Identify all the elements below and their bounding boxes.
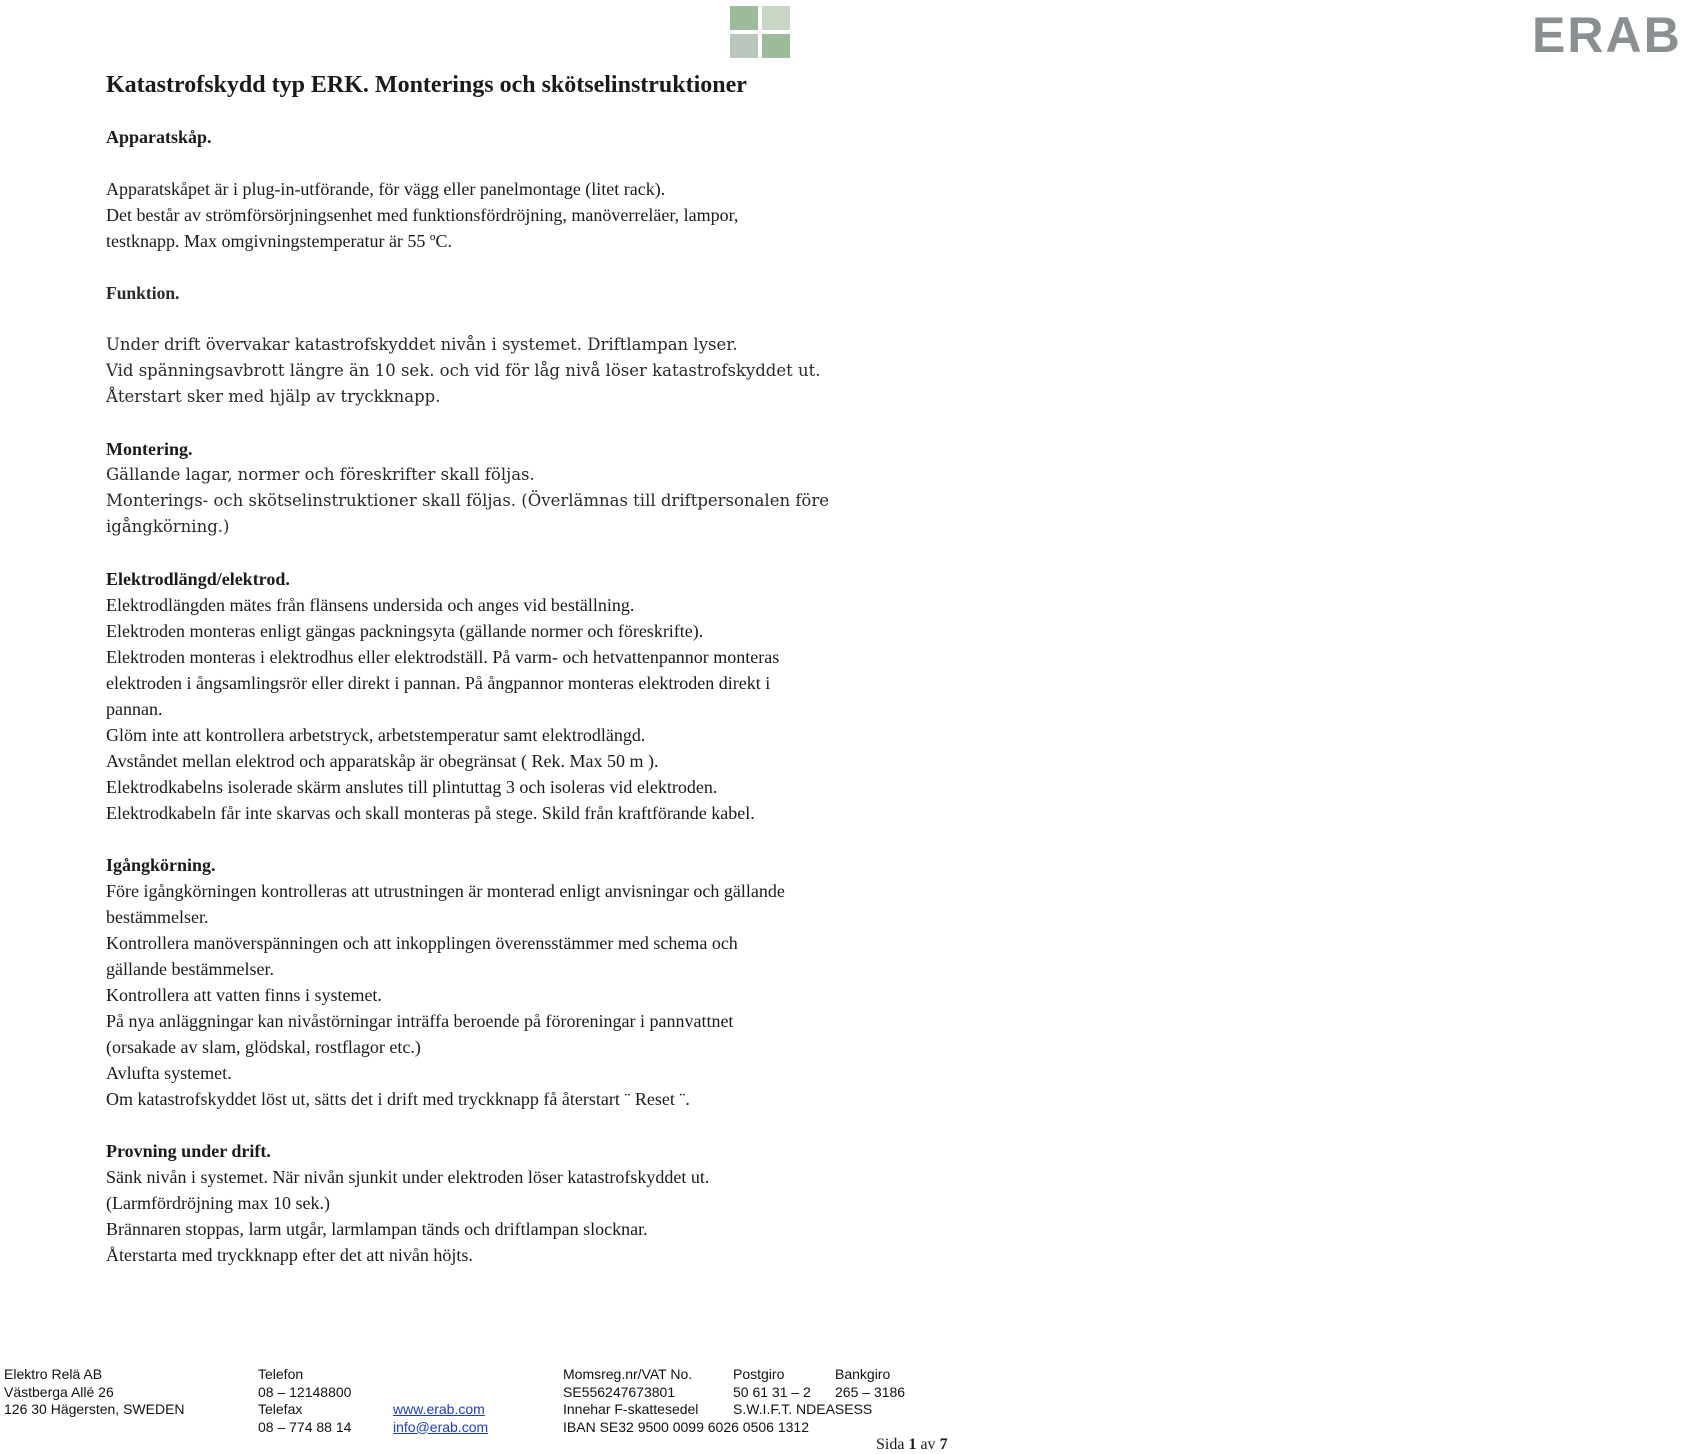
footer-company-line: 126 30 Hägersten, SWEDEN <box>4 1401 185 1417</box>
elektrod-line: Glöm inte att kontrollera arbetstryck, arbetstemperatur samt elektrodlängd. <box>106 725 646 745</box>
heading-funktion: Funktion. <box>106 283 180 303</box>
igangkorning-line: bestämmelser. <box>106 907 209 927</box>
erab-cross-logo-icon <box>726 2 796 64</box>
heading-provning: Provning under drift. <box>106 1141 271 1161</box>
footer-bankgiro <box>835 1366 905 1401</box>
footer-postgiro-line: 50 61 31 – 2 <box>733 1383 811 1400</box>
footer-phone-line: Telefon <box>258 1366 304 1382</box>
heading-elektrod: Elektrodlängd/elektrod. <box>106 569 290 589</box>
provning-line: Återstarta med tryckknapp efter det att nivån höjts. <box>106 1245 473 1265</box>
elektrod-line: Elektrodkabeln får inte skarvas och skall monteras på stege. Skild från kraftförande kabel. <box>106 803 755 823</box>
igangkorning-line: Avlufta systemet. <box>106 1063 232 1083</box>
footer-bankgiro-line: 265 – 3186 <box>835 1383 906 1400</box>
apparatskap-line: testknapp. Max omgivningstemperatur är 55 ºC. <box>106 231 453 251</box>
footer-vat-line: Momsreg.nr/VAT No. <box>563 1366 693 1382</box>
igangkorning-line: På nya anläggningar kan nivåstörningar inträffa beroende på föroreningar i pannvattnet <box>106 1011 734 1031</box>
provning-line: (Larmfördröjning max 10 sek.) <box>106 1193 330 1213</box>
funktion-line: Återstart sker med hjälp av tryckknapp. <box>106 387 441 406</box>
igangkorning-line: (orsakade av slam, glödskal, rostflagor etc.) <box>106 1037 421 1057</box>
footer-postgiro-line: Postgiro <box>733 1366 785 1382</box>
provning-line: Sänk nivån i systemet. När nivån sjunkit under elektroden löser katastrofskyddet ut. <box>106 1167 710 1187</box>
footer-phone-line: 08 – 12148800 <box>258 1383 352 1400</box>
elektrod-line: Elektrodkabelns isolerade skärm anslutes till plintuttag 3 och isoleras vid elektroden. <box>106 777 718 797</box>
apparatskap-line: Det består av strömförsörjningsenhet med funktionsfördröjning, manöverreläer, lampor, <box>106 205 739 225</box>
page-number-prefix: Sida <box>876 1436 905 1453</box>
website-link[interactable]: www.erab.com <box>393 1401 485 1417</box>
provning-line: Brännaren stoppas, larm utgår, larmlampan tänds och driftlampan slocknar. <box>106 1219 648 1239</box>
igangkorning-line: Kontrollera att vatten finns i systemet. <box>106 985 382 1005</box>
footer-phone-line: Telefax <box>258 1401 303 1417</box>
apparatskap-line: Apparatskåpet är i plug-in-utförande, för vägg eller panelmontage (litet rack). <box>106 179 666 199</box>
elektrod-line: pannan. <box>106 699 163 719</box>
erab-logo <box>726 2 1682 64</box>
igangkorning-line: Före igångkörningen kontrolleras att utrustningen är monterad enligt anvisningar och gällande <box>106 881 785 901</box>
heading-igangkorning: Igångkörning. <box>106 855 216 875</box>
email-link[interactable]: info@erab.com <box>393 1418 489 1435</box>
page-number <box>876 1436 948 1454</box>
document-body <box>106 124 946 1268</box>
elektrod-line: Elektroden monteras i elektrodhus eller elektrodställ. På varm- och hetvattenpannor monteras <box>106 647 780 667</box>
page-title: Katastrofskydd typ ERK. Monterings och skötselinstruktioner <box>106 72 747 98</box>
heading-montering: Montering. <box>106 439 193 459</box>
erab-logo-text: ERAB <box>1532 7 1682 63</box>
footer-web <box>393 1401 488 1436</box>
elektrod-line: elektroden i ångsamlingsrör eller direkt i pannan. På ångpannor monteras elektroden direkt i <box>106 673 771 693</box>
footer-phone <box>258 1366 351 1436</box>
page-number-sep: av <box>920 1436 936 1453</box>
footer-postgiro-line: S.W.I.F.T. NDEASESS <box>733 1401 873 1417</box>
igangkorning-line: gällande bestämmelser. <box>106 959 274 979</box>
montering-line: Monterings- och skötselinstruktioner skall följas. (Överlämnas till driftpersonalen före <box>106 491 830 510</box>
funktion-line: Vid spänningsavbrott längre än 10 sek. och vid för låg nivå löser katastrofskyddet ut. <box>106 361 821 380</box>
elektrod-line: Elektrodlängden mätes från flänsens undersida och anges vid beställning. <box>106 595 635 615</box>
footer-phone-line: 08 – 774 88 14 <box>258 1418 352 1435</box>
montering-line: Gällande lagar, normer och föreskrifter skall följas. <box>106 465 535 484</box>
page-number-total: 7 <box>939 1436 948 1453</box>
footer-company-line: Västberga Allé 26 <box>4 1383 114 1400</box>
footer-company <box>4 1366 185 1419</box>
montering-line: igångkörning.) <box>106 517 230 536</box>
footer-company-line: Elektro Relä AB <box>4 1366 103 1382</box>
heading-apparatskap: Apparatskåp. <box>106 127 212 147</box>
footer-vat-line: SE556247673801 <box>563 1383 676 1400</box>
elektrod-line: Elektroden monteras enligt gängas packningsyta (gällande normer och föreskrifte). <box>106 621 704 641</box>
footer-vat-line: Innehar F-skattesedel <box>563 1401 699 1417</box>
funktion-line: Under drift övervakar katastrofskyddet nivån i systemet. Driftlampan lyser. <box>106 335 738 354</box>
igangkorning-line: Kontrollera manöverspänningen och att inkopplingen överensstämmer med schema och <box>106 933 738 953</box>
footer-bankgiro-line: Bankgiro <box>835 1366 891 1382</box>
footer-vat-line: IBAN SE32 9500 0099 6026 0506 1312 <box>563 1418 809 1435</box>
elektrod-line: Avståndet mellan elektrod och apparatskåp är obegränsat ( Rek. Max 50 m ). <box>106 751 659 771</box>
igangkorning-line: Om katastrofskyddet löst ut, sätts det i drift med tryckknapp få återstart ¨ Reset ¨. <box>106 1089 690 1109</box>
page-number-current: 1 <box>908 1436 917 1453</box>
